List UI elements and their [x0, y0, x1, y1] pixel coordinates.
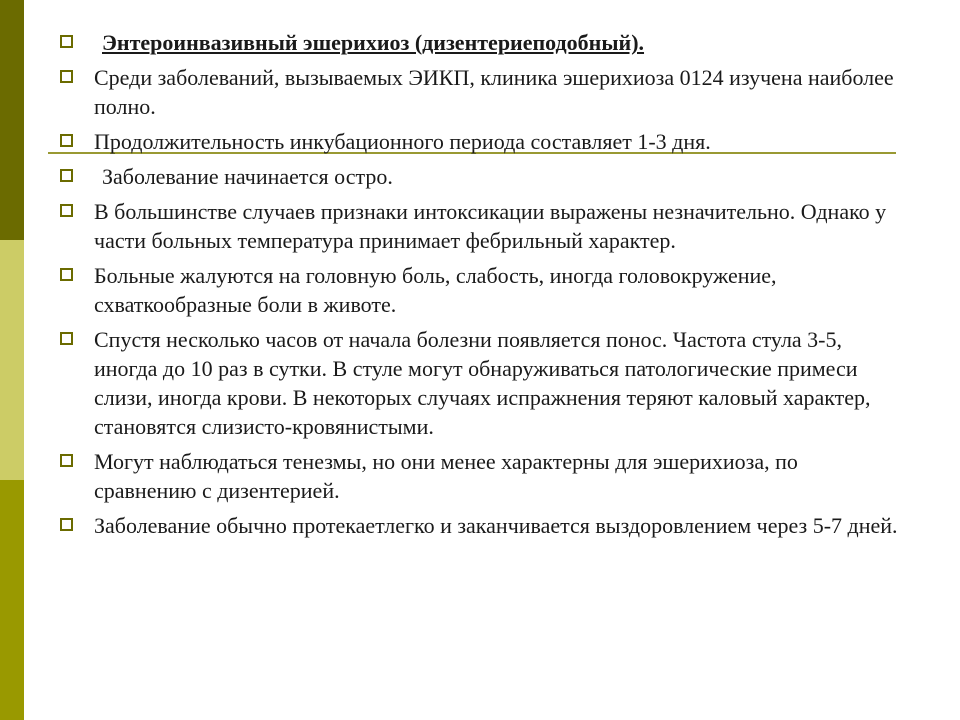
bullet-item [60, 261, 900, 319]
side-band-top [0, 0, 24, 240]
bullet-text: Заболевание обычно протекаетлегко и заканчивается выздоровлением через 5-7 дней. [94, 513, 898, 538]
square-bullet-icon [60, 35, 73, 48]
square-bullet-icon [60, 70, 73, 83]
bullet-text: Среди заболеваний, вызываемых ЭИКП, клиника эшерихиоза 0124 изучена наиболее полно. [94, 65, 894, 119]
bullet-text: В большинстве случаев признаки интоксикации выражены незначительно. Однако у части больных температура принимает фебрильный характер. [94, 199, 887, 253]
bullet-text: Больные жалуются на головную боль, слабость, иногда головокружение, схваткообразные боли в животе. [94, 263, 777, 317]
bullet-text: Заболевание начинается остро. [102, 164, 393, 189]
bullet-text: Продолжительность инкубационного периода составляет 1-3 дня. [94, 129, 711, 154]
side-band-bottom [0, 480, 24, 720]
square-bullet-icon [60, 268, 73, 281]
bullet-item [60, 162, 900, 191]
bullet-heading-text: Энтероинвазивный эшерихиоз (дизентериеподобный). [102, 30, 645, 55]
bullet-item [60, 447, 900, 505]
bullet-text: Спустя несколько часов от начала болезни появляется понос. Частота стула 3-5, иногда до 10 раз в сутки. В стуле могут обнаруживаться патологические примеси слизи, иногда крови. В некоторых случаях испражнения теряют каловый характер, становятся слизисто-кровянистыми. [94, 327, 871, 439]
bullet-item [60, 63, 900, 121]
square-bullet-icon [60, 169, 73, 182]
bullet-item [60, 197, 900, 255]
bullet-list [60, 28, 900, 546]
bullet-item [60, 325, 900, 441]
square-bullet-icon [60, 204, 73, 217]
side-band-middle [0, 240, 24, 480]
bullet-item [60, 511, 900, 540]
bullet-item-heading [60, 28, 900, 57]
square-bullet-icon [60, 454, 73, 467]
bullet-item [60, 127, 900, 156]
square-bullet-icon [60, 518, 73, 531]
square-bullet-icon [60, 134, 73, 147]
bullet-text: Могут наблюдаться тенезмы, но они менее характерны для эшерихиоза, по сравнению с дизентерией. [94, 449, 798, 503]
square-bullet-icon [60, 332, 73, 345]
